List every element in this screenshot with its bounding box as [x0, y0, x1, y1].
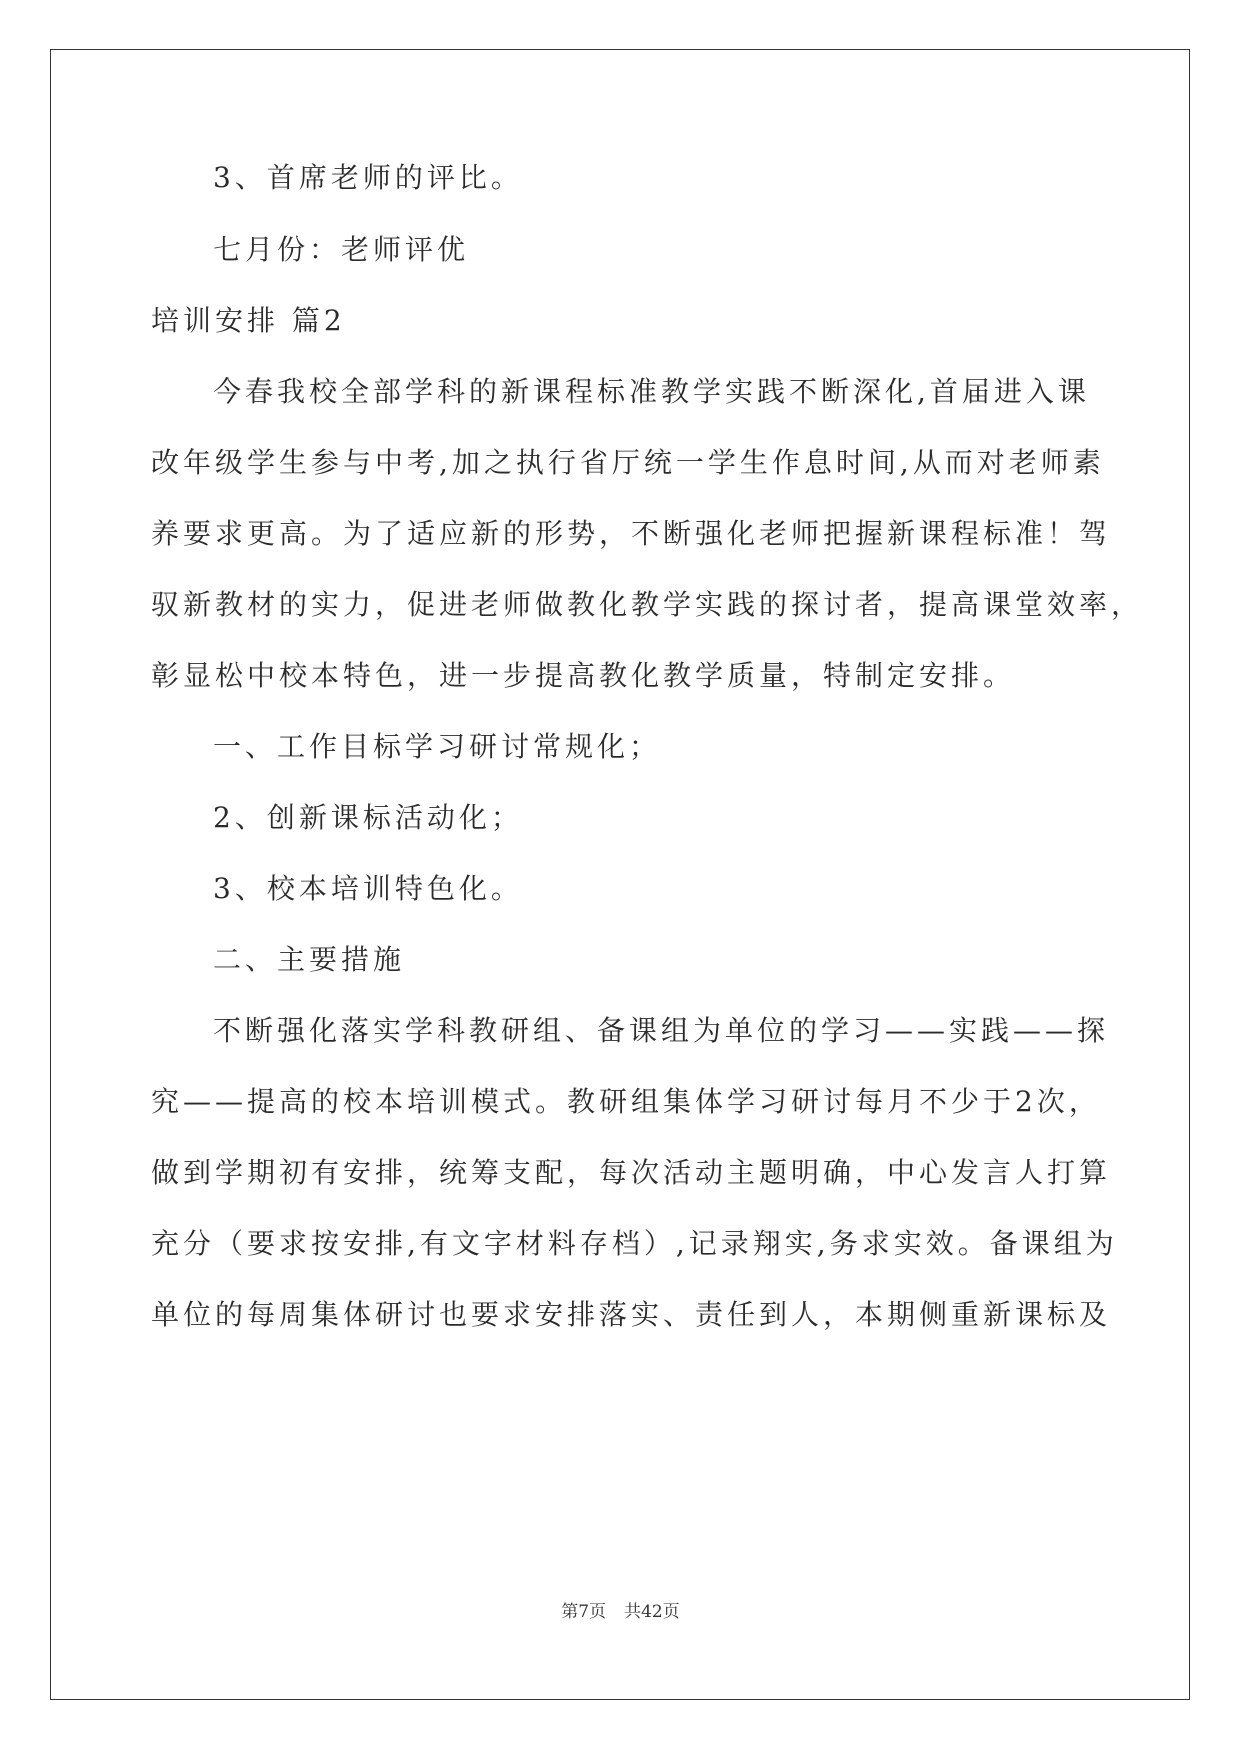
paragraph-line: 充分（要求按安排,有文字材料存档）,记录翔实,务求实效。备课组为 [151, 1227, 1118, 1260]
paragraph-line: 今春我校全部学科的新课程标准教学实践不断深化,首届进入课 [213, 375, 1090, 408]
page-total: 共42页 [624, 1602, 680, 1622]
page-footer [0, 1601, 1241, 1623]
paragraph-line: 驭新教材的实力，促进老师做教化教学实践的探讨者，提高课堂效率， [151, 588, 1144, 621]
paragraph-line: 改年级学生参与中考,加之执行省厅统一学生作息时间,从而对老师素 [151, 446, 1105, 479]
paragraph-line: 彰显松中校本特色，进一步提高教化教学质量，特制定安排。 [151, 659, 1016, 692]
paragraph-line: 养要求更高。为了适应新的形势，不断强化老师把握新课程标准！驾 [151, 517, 1112, 550]
month-heading: 七月份：老师评优 [213, 233, 470, 266]
page-number: 第7页 [561, 1602, 607, 1622]
list-item: 一、工作目标学习研讨常规化； [213, 730, 662, 763]
list-item: 2、创新课标活动化； [213, 801, 523, 834]
paragraph-line: 不断强化落实学科教研组、备课组为单位的学习——实践——探 [213, 1014, 1110, 1047]
paragraph-line: 单位的每周集体研讨也要求安排落实、责任到人，本期侧重新课标及 [151, 1298, 1112, 1331]
subsection-heading: 二、主要措施 [213, 943, 406, 976]
paragraph-line: 究——提高的校本培训模式。教研组集体学习研讨每月不少于2次， [151, 1085, 1101, 1118]
section-title: 培训安排 篇2 [151, 304, 346, 337]
list-item: 3、校本培训特色化。 [213, 872, 523, 905]
paragraph-line: 做到学期初有安排，统筹支配，每次活动主题明确，中心发言人打算 [151, 1156, 1112, 1189]
list-item: 3、首席老师的评比。 [213, 161, 523, 194]
